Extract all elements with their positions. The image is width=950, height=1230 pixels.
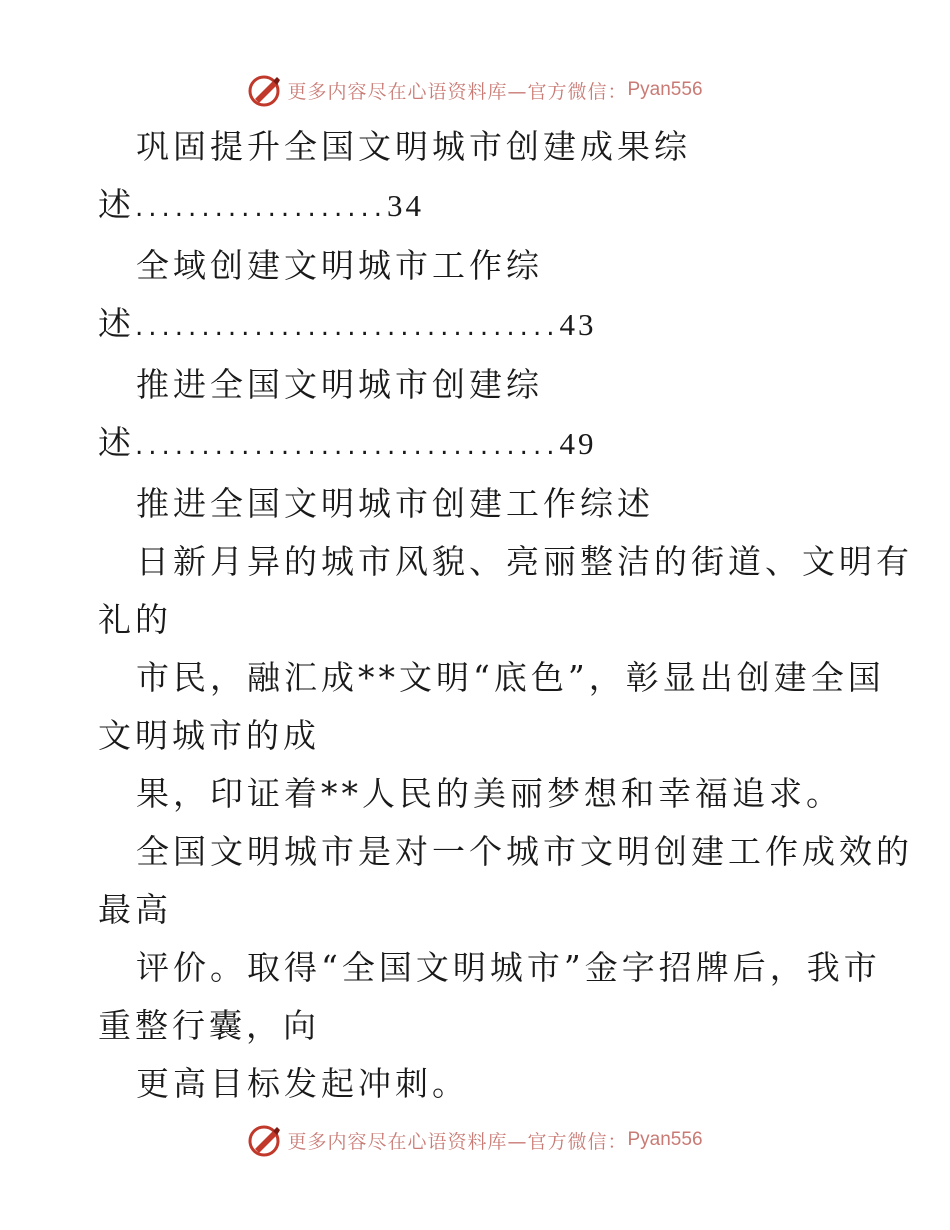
toc-entry-1-leader [98, 176, 858, 237]
watermark-wechat-id: Pyan556 [627, 79, 703, 100]
watermark-text: 更多内容尽在心语资料库—官方微信： [287, 80, 628, 103]
toc-entry-1-dots: ................... [135, 193, 388, 223]
header-watermark [0, 70, 950, 110]
footer-watermark [0, 1120, 950, 1160]
pen-logo-icon [247, 72, 283, 108]
watermark-text: 更多内容尽在心语资料库—官方微信： [287, 1130, 628, 1153]
body-line: 重整行囊，向 [98, 1006, 320, 1045]
body-line: 市民，融汇成**文明“底色”，彰显出创建全国 [136, 658, 885, 697]
toc-entry-3-leader [98, 414, 858, 475]
toc-entry-2-dots: ................................ [135, 312, 560, 342]
toc-entry-3-page: 49 [559, 426, 597, 461]
toc-entry-1-continuation: 述 [98, 185, 135, 224]
watermark-wechat-id: Pyan556 [627, 1129, 703, 1150]
article-heading: 推进全国文明城市创建工作综述 [136, 484, 654, 523]
toc-entry-2-leader [98, 295, 858, 356]
toc-entry-2-continuation: 述 [98, 304, 135, 343]
toc-entry-3-dots: ................................ [135, 431, 560, 461]
body-line: 更高目标发起冲刺。 [136, 1064, 469, 1103]
body-line: 果，印证着**人民的美丽梦想和幸福追求。 [136, 774, 843, 813]
toc-entry-2-page: 43 [559, 307, 597, 342]
toc-entry-3-continuation: 述 [98, 423, 135, 462]
pen-logo-icon [247, 1122, 283, 1158]
toc-entry-3-title: 推进全国文明城市创建综 [136, 365, 543, 404]
body-line: 最高 [98, 890, 172, 929]
body-line: 文明城市的成 [98, 716, 320, 755]
toc-entry-2-title: 全域创建文明城市工作综 [136, 246, 543, 285]
body-line: 礼的 [98, 600, 172, 639]
toc-entry-1-page: 34 [387, 188, 425, 223]
body-line: 评价。取得“全国文明城市”金字招牌后，我市 [136, 948, 881, 987]
toc-entry-1-title: 巩固提升全国文明城市创建成果综 [136, 127, 691, 166]
body-line: 全国文明城市是对一个城市文明创建工作成效的 [136, 832, 913, 871]
document-body [98, 118, 913, 1113]
body-line: 日新月异的城市风貌、亮丽整洁的街道、文明有 [136, 542, 913, 581]
